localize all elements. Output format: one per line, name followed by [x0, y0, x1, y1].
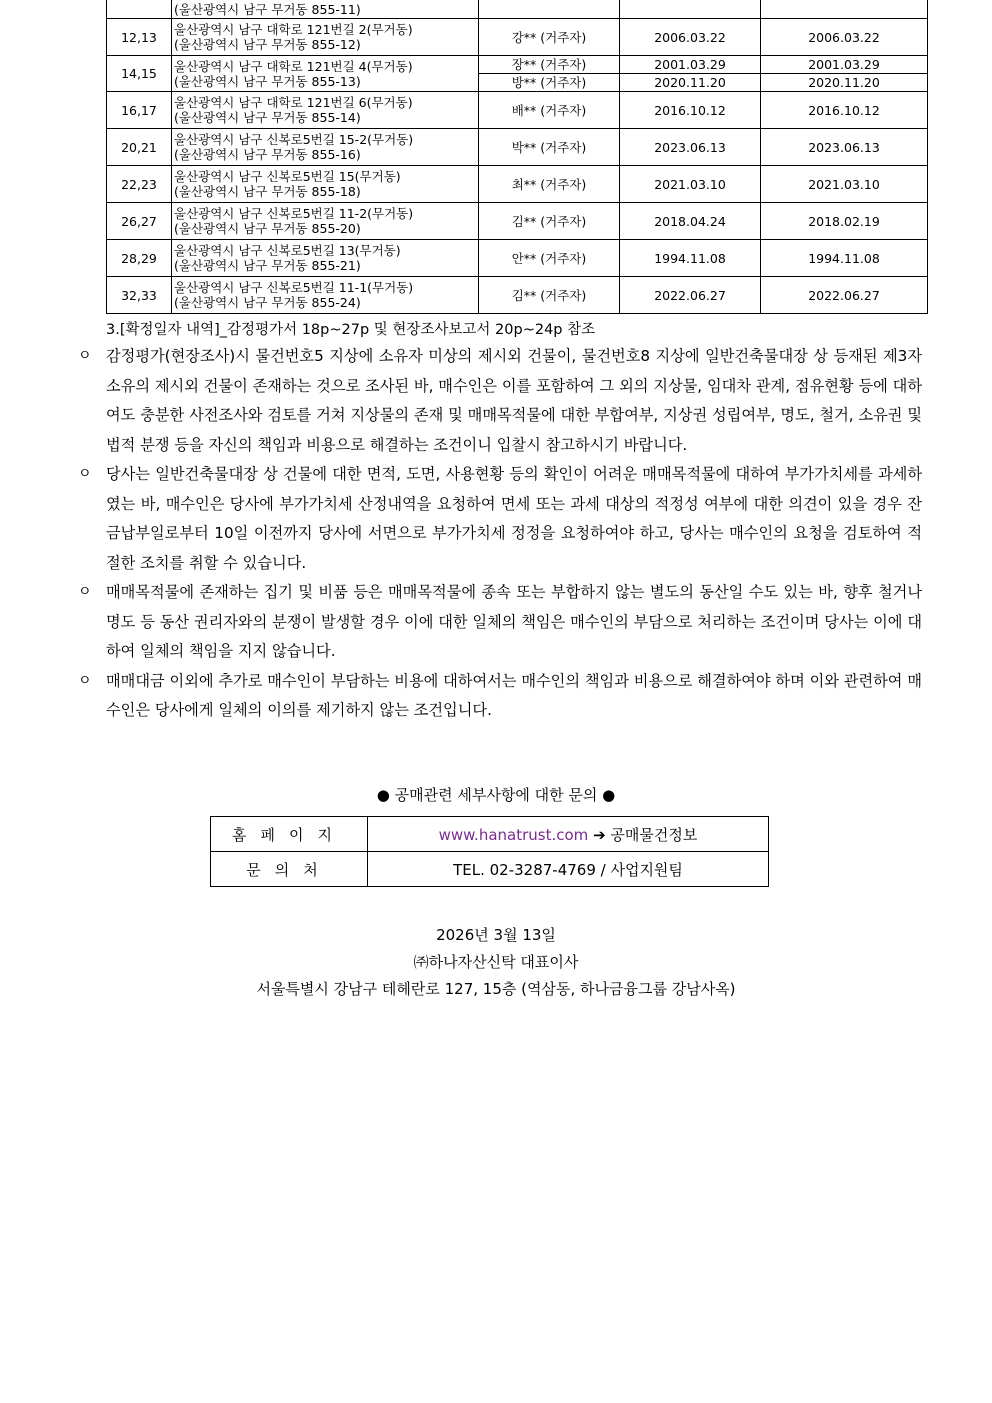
tenant-name: [479, 0, 620, 19]
fixed-date: 2021.03.10: [761, 166, 928, 203]
fixed-date: 2018.02.19: [761, 203, 928, 240]
fixed-date: 2022.06.27: [761, 277, 928, 314]
note-item: [78, 460, 922, 578]
row-number: 20,21: [107, 129, 172, 166]
fixed-date: 2016.10.12: [761, 92, 928, 129]
bullet-icon: ㅇ: [78, 466, 92, 482]
row-number: 12,13: [107, 19, 172, 56]
bullet-icon: ㅇ: [78, 672, 92, 689]
inquiry-table: [210, 816, 769, 887]
address-line-1: 울산광역시 남구 신복로5번길 11-2(무거동): [174, 206, 414, 221]
table-row: [107, 56, 928, 74]
note-text: 매매목적물에 존재하는 집기 및 비품 등은 매매목적물에 종속 또는 부합하지 않는 별도의 동산일 수도 있는 바, 향후 철거나 명도 등 동산 권리자와의 분쟁이 발생할 경우 이에 대한 일체의 책임은 매수인의 부담으로 처리하는 조건이며 당사는 이에 대하여 일체의 책임을 지지 않습니다.: [106, 583, 922, 660]
move-in-date: 2006.03.22: [620, 19, 761, 56]
tenant-name: 김** (거주자): [479, 277, 620, 314]
table-row: [107, 129, 928, 166]
tenant-name: 장** (거주자): [479, 56, 620, 74]
address-line-1: 울산광역시 남구 신복로5번길 13(무거동): [174, 243, 401, 258]
tenant-name: 방** (거주자): [479, 74, 620, 92]
row-address: [172, 92, 479, 129]
homepage-label: 홈페이지: [211, 817, 368, 852]
row-address: [172, 203, 479, 240]
lease-table: [106, 0, 928, 314]
row-number: [107, 0, 172, 19]
row-number: 22,23: [107, 166, 172, 203]
row-address: [172, 129, 479, 166]
homepage-target: 공매물건정보: [610, 825, 698, 844]
note-text: 매매대금 이외에 추가로 매수인이 부담하는 비용에 대하여서는 매수인의 책임과 비용으로 해결하여야 하며 이와 관련하여 매수인은 당사에게 일체의 이의를 제기하지 않는 조건입니다.: [106, 671, 922, 719]
address-line-2: (울산광역시 남구 무거동 855-18): [174, 184, 361, 199]
tenant-name: 배** (거주자): [479, 92, 620, 129]
move-in-date: 2022.06.27: [620, 277, 761, 314]
fixed-date: 2020.11.20: [761, 74, 928, 92]
address-line-1: 울산광역시 남구 신복로5번길 11-1(무거동): [174, 280, 414, 295]
address-line-2: (울산광역시 남구 무거동 855-24): [174, 295, 361, 310]
fixed-date: 2001.03.29: [761, 56, 928, 74]
row-address: [172, 240, 479, 277]
table-row: [211, 817, 769, 852]
inquiry-title: ● 공매관련 세부사항에 대한 문의 ●: [376, 786, 616, 804]
note-item: [78, 342, 922, 460]
bullet-icon: ㅇ: [78, 348, 92, 364]
row-address: [172, 166, 479, 203]
fixed-date: [761, 0, 928, 19]
move-in-date: 2001.03.29: [620, 56, 761, 74]
homepage-link[interactable]: www.hanatrust.com: [438, 825, 589, 844]
row-number: 26,27: [107, 203, 172, 240]
note-text: 당사는 일반건축물대장 상 건물에 대한 면적, 도면, 사용현황 등의 확인이 어려운 매매목적물에 대하여 부가가치세를 과세하였는 바, 매수인은 당사에 부가가치세 산정내역을 요청하여 면세 또는 과세 대상의 적정성 여부에 대한 의견이 있을 경우 잔금납부일로부터 10일 이전까지 당사에 서면으로 부가가치세 정정을 요청하여야 하고, 당사는 매수인의 요청을 검토하여 적절한 조치를 취할 수 있습니다.: [106, 465, 922, 572]
tenant-name: 박** (거주자): [479, 129, 620, 166]
footer-date: 2026년 3월 13일: [436, 926, 556, 944]
note-item: [78, 667, 922, 726]
move-in-date: 2023.06.13: [620, 129, 761, 166]
row-address: [172, 277, 479, 314]
move-in-date: 2020.11.20: [620, 74, 761, 92]
row-number: 14,15: [107, 56, 172, 92]
contact-label: 문의처: [211, 852, 368, 887]
move-in-date: [620, 0, 761, 19]
row-number: 32,33: [107, 277, 172, 314]
footer-address: 서울특별시 강남구 테헤란로 127, 15층 (역삼동, 하나금융그룹 강남사옥): [256, 980, 736, 998]
address-line-1: 울산광역시 남구 대학로 121번길 2(무거동): [174, 22, 413, 37]
table-row: [211, 852, 769, 887]
fixed-date: 2023.06.13: [761, 129, 928, 166]
move-in-date: 2021.03.10: [620, 166, 761, 203]
bullet-icon: ㅇ: [78, 584, 92, 600]
table-row: [107, 166, 928, 203]
table-row: [107, 277, 928, 314]
row-address: [172, 0, 479, 19]
contact-value: TEL. 02-3287-4769 / 사업지원팀: [368, 852, 769, 887]
fixed-date: 2006.03.22: [761, 19, 928, 56]
arrow-right-icon: ➔: [593, 825, 606, 844]
address-line-2: (울산광역시 남구 무거동 855-16): [174, 147, 361, 162]
address-line-1: 울산광역시 남구 대학로 121번길 6(무거동): [174, 95, 413, 110]
table-row: [107, 19, 928, 56]
move-in-date: 1994.11.08: [620, 240, 761, 277]
tenant-name: 안** (거주자): [479, 240, 620, 277]
table-row: [107, 92, 928, 129]
tenant-name: 최** (거주자): [479, 166, 620, 203]
address-line-2: (울산광역시 남구 무거동 855-20): [174, 221, 361, 236]
table-row: [107, 203, 928, 240]
move-in-date: 2016.10.12: [620, 92, 761, 129]
table-row: [107, 0, 928, 19]
address-line-2: (울산광역시 남구 무거동 855-21): [174, 258, 361, 273]
address-line-1: 울산광역시 남구 신복로5번길 15-2(무거동): [174, 132, 414, 147]
table-row: [107, 240, 928, 277]
footer-company: ㈜하나자산신탁 대표이사: [413, 953, 579, 971]
address-line-1: 울산광역시 남구 대학로 121번길 4(무거동): [174, 58, 413, 74]
row-number: 16,17: [107, 92, 172, 129]
note-item: [78, 578, 922, 667]
tenant-name: 김** (거주자): [479, 203, 620, 240]
row-address: [172, 56, 479, 92]
notes-list: [78, 342, 922, 726]
homepage-cell: [368, 817, 769, 852]
move-in-date: 2018.04.24: [620, 203, 761, 240]
row-number: 28,29: [107, 240, 172, 277]
tenant-name: 강** (거주자): [479, 19, 620, 56]
row-address: [172, 19, 479, 56]
address-line-2: (울산광역시 남구 무거동 855-11): [174, 1, 361, 17]
fixed-date: 1994.11.08: [761, 240, 928, 277]
address-line-2: (울산광역시 남구 무거동 855-14): [174, 110, 361, 125]
address-line-2: (울산광역시 남구 무거동 855-13): [174, 73, 361, 89]
address-line-2: (울산광역시 남구 무거동 855-12): [174, 37, 361, 52]
note-text: 감정평가(현장조사)시 물건번호5 지상에 소유자 미상의 제시외 건물이, 물건번호8 지상에 일반건축물대장 상 등재된 제3자 소유의 제시외 건물이 존재하는 것으로 조사된 바, 매수인은 이를 포함하여 그 외의 지상물, 임대차 관계, 점유현황 등에 대하여도 충분한 사전조사와 검토를 거쳐 지상물의 존재 및 매매목적물에 대한 부합여부, 지상권 성립여부, 명도, 철거, 소유권 및 법적 분쟁 등을 자신의 책임과 비용으로 해결하는 조건이니 입찰시 참고하시기 바랍니다.: [106, 347, 922, 454]
reference-note: 3.[확정일자 내역]_감정평가서 18p~27p 및 현장조사보고서 20p~24p 참조: [106, 322, 596, 338]
address-line-1: 울산광역시 남구 신복로5번길 15(무거동): [174, 169, 401, 184]
